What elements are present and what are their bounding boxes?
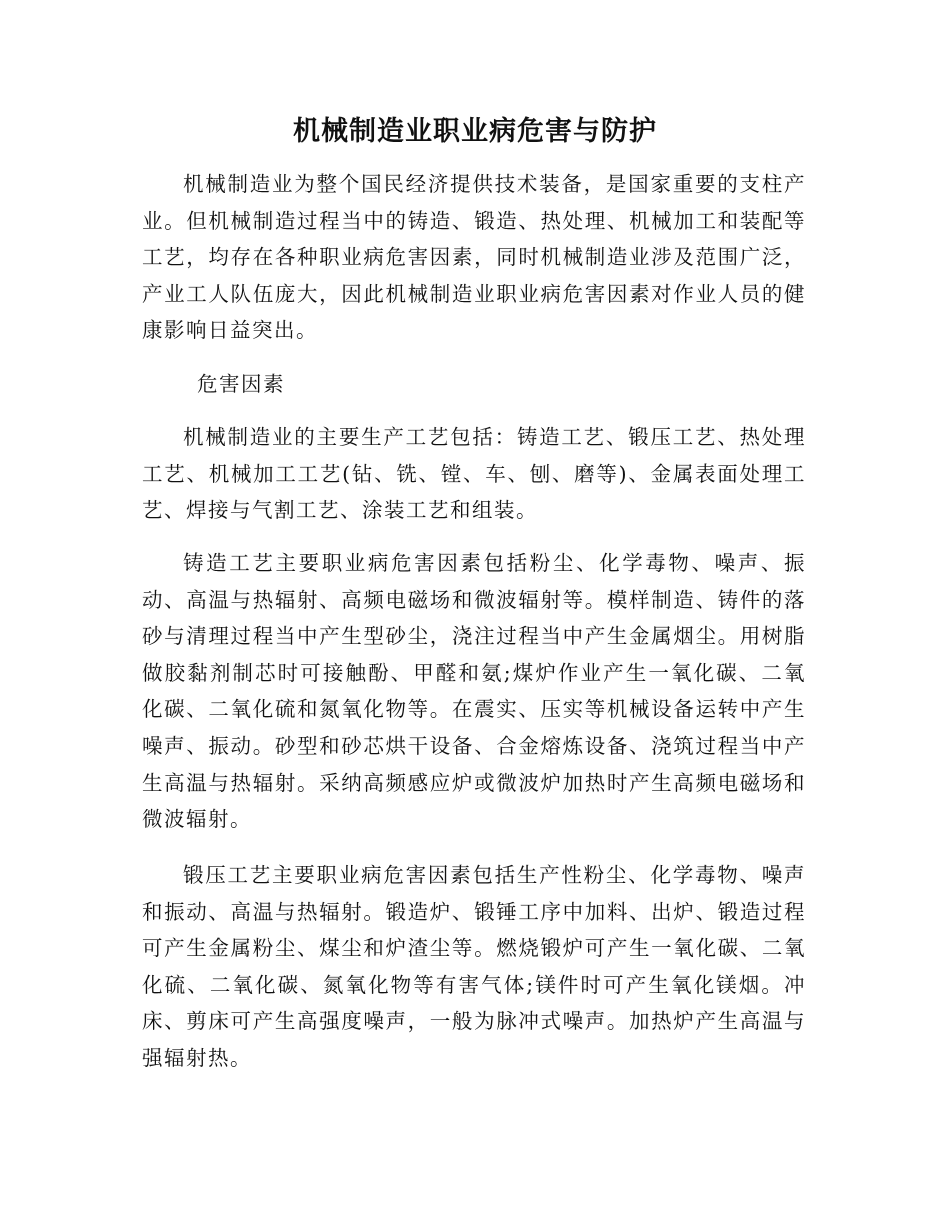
intro-paragraph: 机械制造业为整个国民经济提供技术装备，是国家重要的支柱产业。但机械制造过程当中的铸造、锻造、热处理、机械加工和装配等工艺，均存在各种职业病危害因素，同时机械制造业涉及范围广泛，产业工人队伍庞大，因此机械制造业职业病危害因素对作业人员的健康影响日益突出。 <box>142 172 806 343</box>
paragraph-casting: 铸造工艺主要职业病危害因素包括粉尘、化学毒物、噪声、振动、高温与热辐射、高频电磁场和微波辐射等。模样制造、铸件的落砂与清理过程当中产生型砂尘，浇注过程当中产生金属烟尘。用树脂做胶黏剂制芯时可接触酚、甲醛和氨;煤炉作业产生一氧化碳、二氧化碳、二氧化硫和氮氧化物等。在震实、压实等机械设备运转中产生噪声、振动。砂型和砂芯烘干设备、合金熔炼设备、浇筑过程当中产生高温与热辐射。采纳高频感应炉或微波炉加热时产生高频电磁场和微波辐射。 <box>142 551 806 832</box>
section-heading: 危害因素 <box>197 372 285 396</box>
paragraph-forging: 锻压工艺主要职业病危害因素包括生产性粉尘、化学毒物、噪声和振动、高温与热辐射。锻造炉、锻锤工序中加料、出炉、锻造过程可产生金属粉尘、煤尘和炉渣尘等。燃烧锻炉可产生一氧化碳、二氧化硫、二氧化碳、氮氧化物等有害气体;镁件时可产生氧化镁烟。冲床、剪床可产生高强度噪声，一般为脉冲式噪声。加热炉产生高温与强辐射热。 <box>142 863 806 1070</box>
document-title: 机械制造业职业病危害与防护 <box>293 116 657 147</box>
paragraph-processes: 机械制造业的主要生产工艺包括：铸造工艺、锻压工艺、热处理工艺、机械加工工艺(钻、铣、镗、车、刨、磨等)、金属表面处理工艺、焊接与气割工艺、涂装工艺和组装。 <box>142 425 806 523</box>
